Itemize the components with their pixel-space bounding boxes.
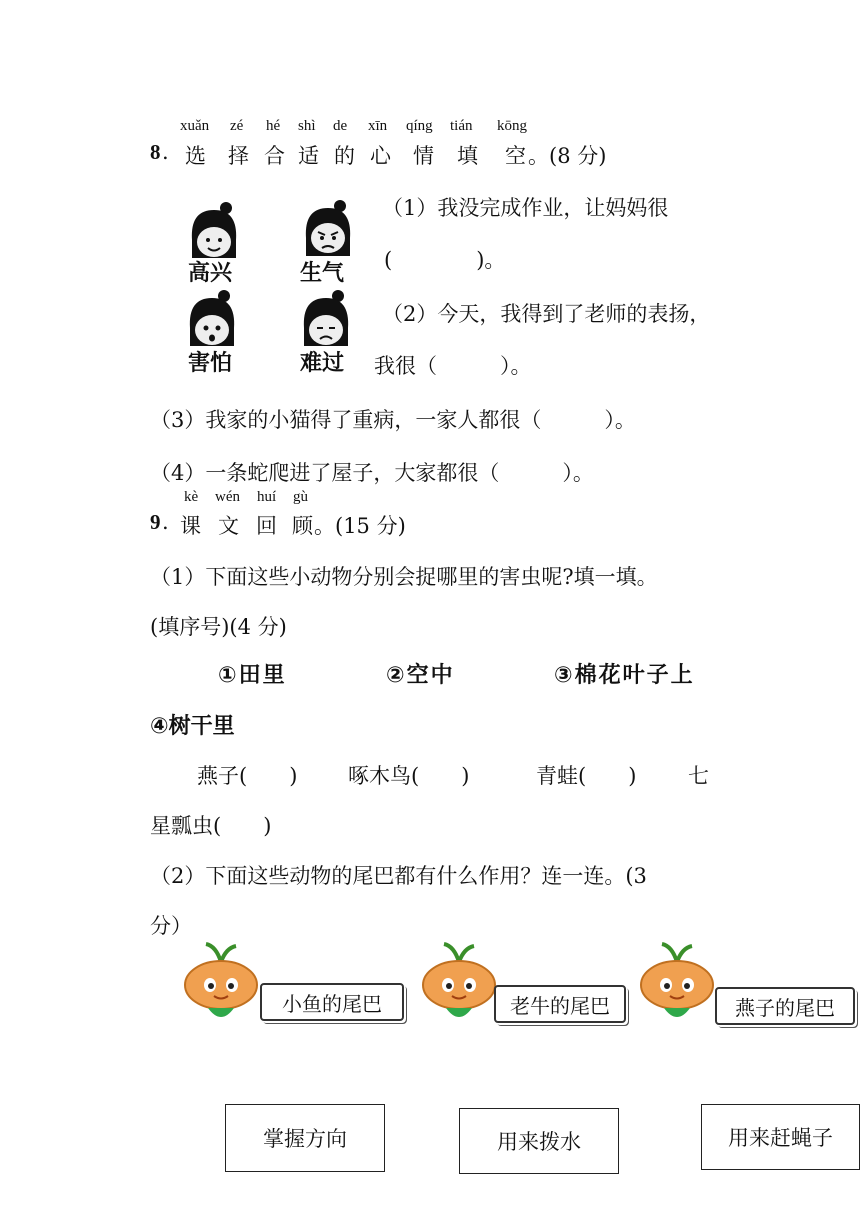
blank-ladybug[interactable]: 星瓢虫( ) (150, 814, 272, 838)
title-char: 择 (228, 144, 249, 168)
onion-mascot-icon (632, 940, 722, 1030)
pinyin-syllable: zé (230, 118, 244, 134)
title-char: 填 (457, 144, 478, 168)
option-1: ①田里 (218, 663, 287, 688)
q8-item2-blank[interactable]: 我很（ ）。 (374, 354, 532, 378)
onion-mascot-icon (176, 940, 266, 1030)
face-label: 害怕 (188, 351, 233, 376)
title-score: 。(8 分) (528, 144, 607, 168)
onion-mascot-icon (414, 940, 504, 1030)
q8-pinyin (0, 118, 860, 138)
q8-item2: （2）今天，我得到了老师的表扬， (382, 302, 711, 326)
face-label: 难过 (300, 351, 345, 376)
title-char: 顾 (292, 514, 313, 538)
scared-face-icon (182, 288, 242, 348)
blank-swallow[interactable]: 燕子( ) (197, 764, 298, 788)
question-number: 8 (150, 140, 161, 164)
use-card-flies[interactable]: 用来赶蝇子 (701, 1104, 860, 1170)
pinyin-syllable: wén (215, 489, 240, 505)
title-char: 的 (334, 144, 355, 168)
q8-item3[interactable]: （3）我家的小猫得了重病，一家人都很（ ）。 (150, 408, 636, 432)
pinyin-syllable: hé (266, 118, 281, 134)
face-label: 生气 (300, 261, 345, 286)
title-char: 情 (413, 144, 434, 168)
title-char: 选 (185, 144, 206, 168)
q9-pinyin (0, 489, 860, 509)
sad-face-icon (296, 288, 356, 348)
option-2: ②空中 (386, 663, 455, 688)
q9-part1-prompt: （1）下面这些小动物分别会捉哪里的害虫呢?填一填。 (150, 565, 658, 589)
pinyin-syllable: qíng (406, 118, 433, 134)
q8-item1: （1）我没完成作业，让妈妈很 (382, 196, 669, 220)
face-label: 高兴 (188, 261, 233, 286)
use-card-direction[interactable]: 掌握方向 (225, 1104, 385, 1172)
option-3: ③棉花叶子上 (554, 663, 695, 688)
pinyin-syllable: xuǎn (180, 118, 210, 134)
title-char: 课 (180, 514, 201, 538)
title-char: 回 (256, 514, 277, 538)
blank-ladybug-start: 七 (688, 764, 709, 788)
pinyin-syllable: kōng (497, 118, 527, 134)
title-char: 文 (218, 514, 239, 538)
q9-part2-prompt: （2）下面这些动物的尾巴都有什么作用？连一连。(3 (150, 864, 647, 888)
q9-title (0, 510, 860, 540)
title-char: 心 (370, 144, 391, 168)
pinyin-syllable: de (333, 118, 348, 134)
angry-face-icon (298, 198, 358, 258)
pinyin-syllable: xīn (368, 118, 388, 134)
q9-part1-note: (填序号)(4 分) (150, 615, 287, 639)
title-char: 空 (505, 144, 526, 168)
title-score: 。(15 分) (314, 514, 406, 538)
title-char: 合 (264, 144, 285, 168)
option-4: ④树干里 (150, 714, 235, 739)
pinyin-syllable: gù (293, 489, 308, 505)
title-dot: . (162, 140, 169, 164)
pinyin-syllable: shì (298, 118, 316, 134)
tail-label-fish[interactable]: 小鱼的尾巴 (260, 983, 404, 1021)
use-card-paddle[interactable]: 用来拨水 (459, 1108, 619, 1174)
q8-item1-blank[interactable]: ( )。 (384, 248, 506, 272)
happy-face-icon (184, 200, 244, 260)
question-number: 9 (150, 510, 161, 534)
blank-frog[interactable]: 青蛙( ) (536, 764, 637, 788)
pinyin-syllable: huí (257, 489, 277, 505)
blank-woodpecker[interactable]: 啄木鸟( ) (348, 764, 470, 788)
tail-label-swallow[interactable]: 燕子的尾巴 (715, 987, 855, 1025)
q8-title (0, 140, 860, 170)
pinyin-syllable: kè (184, 489, 199, 505)
title-char: 适 (298, 144, 319, 168)
title-dot: . (162, 510, 169, 534)
tail-label-ox[interactable]: 老牛的尾巴 (494, 985, 626, 1023)
q9-part2-prompt-end: 分） (150, 914, 192, 938)
pinyin-syllable: tián (450, 118, 473, 134)
q8-item4[interactable]: （4）一条蛇爬进了屋子，大家都很（ ）。 (150, 461, 594, 485)
